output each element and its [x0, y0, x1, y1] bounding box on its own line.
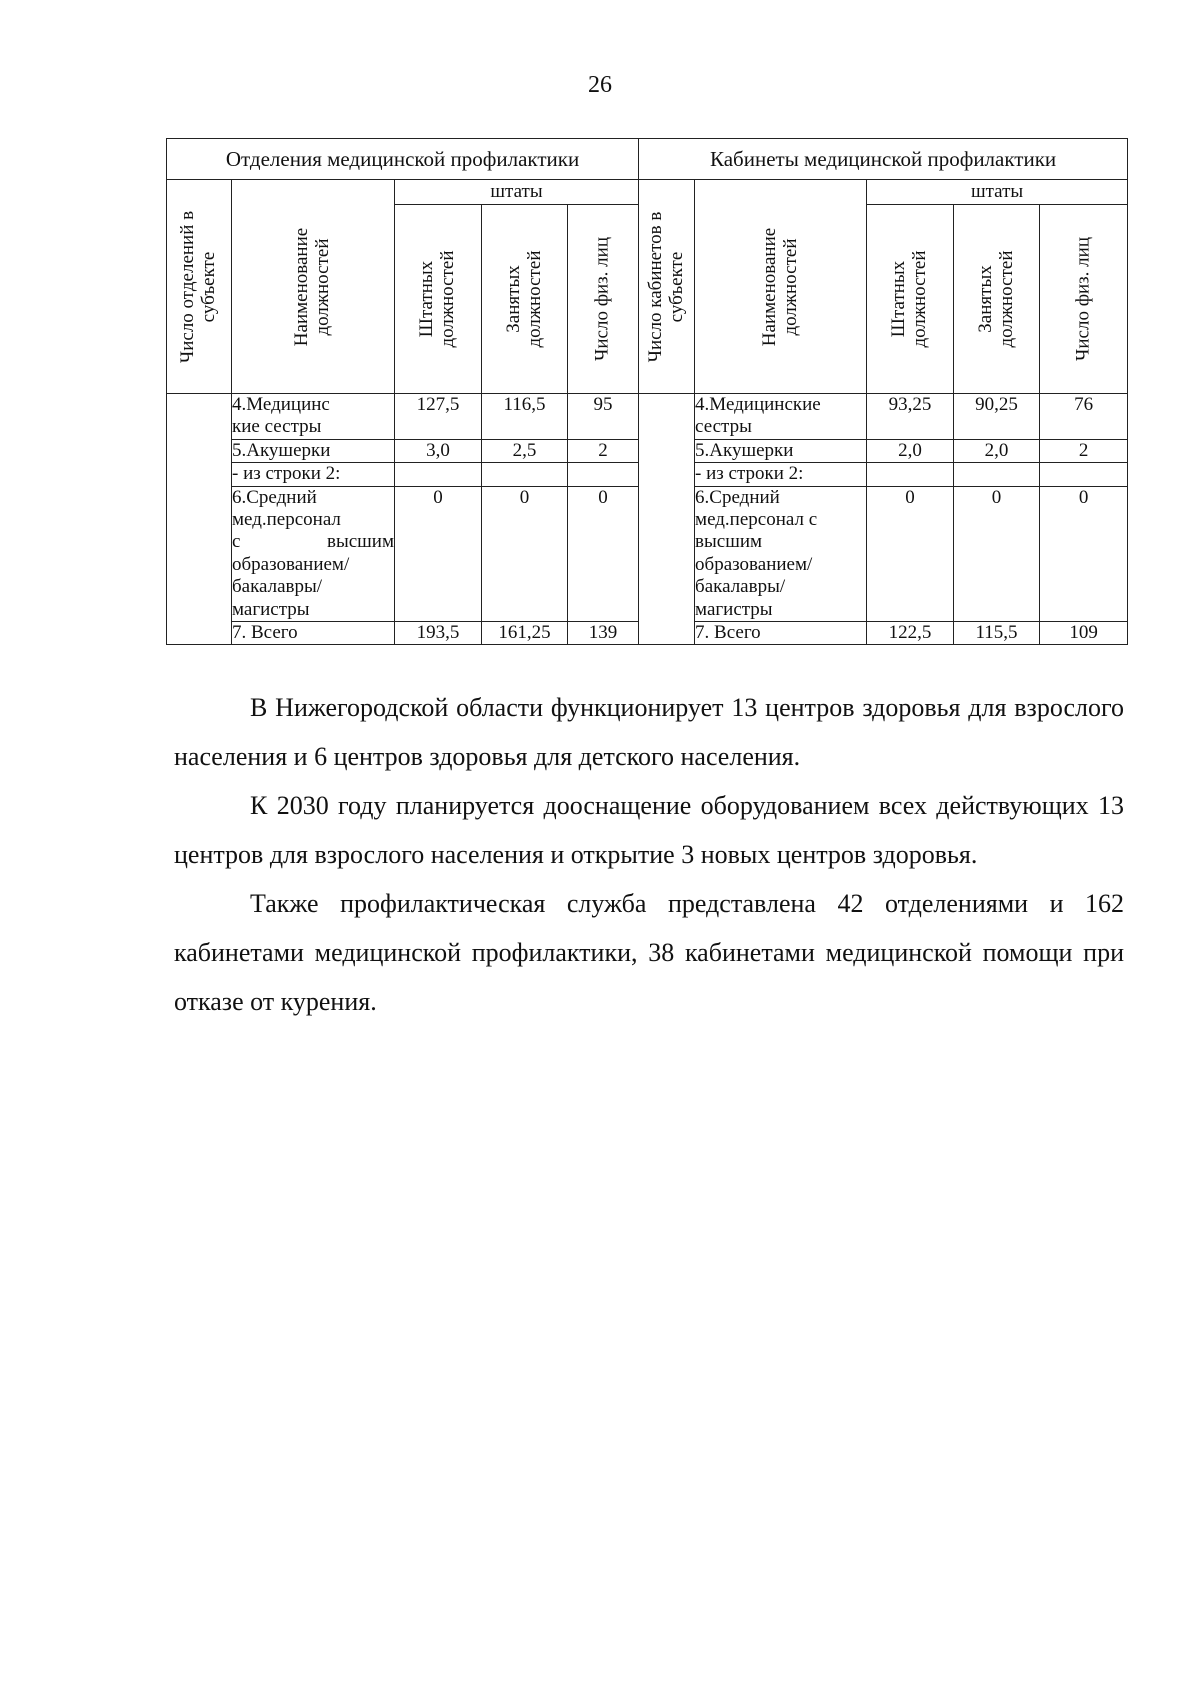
right-row-zanyat: 115,5	[954, 622, 1040, 645]
right-row-name: 5.Акушерки	[695, 439, 867, 462]
staff-table	[166, 138, 1128, 645]
table-row	[167, 394, 1128, 440]
right-row-fiz: 76	[1040, 394, 1128, 440]
left-row-name: 6.Средний мед.персонал с высшим образованием/ бакалавры/ магистры	[232, 486, 394, 620]
right-row-shtat	[867, 463, 954, 486]
paragraph: К 2030 году планируется дооснащение оборудованием всех действующих 13 центров для взрослого населения и открытие 3 новых центров здоровья.	[174, 791, 1124, 869]
right-name-header: Наименование должностей	[695, 180, 867, 394]
right-row-shtat: 2,0	[867, 439, 954, 462]
right-row-shtat: 93,25	[867, 394, 954, 440]
left-staff-header: штаты	[395, 180, 639, 205]
right-row-zanyat: 2,0	[954, 439, 1040, 462]
left-row-fiz: 95	[568, 394, 639, 440]
right-row-name: 4.Медицинские сестры	[695, 394, 867, 440]
right-group-header: Кабинеты медицинской профилактики	[639, 139, 1128, 180]
left-fiz-header: Число физ. лиц	[568, 205, 639, 394]
left-shtat-header: Штатных должностей	[395, 205, 482, 394]
left-count-cell	[167, 394, 232, 645]
left-row-shtat: 3,0	[395, 439, 482, 462]
left-row-zanyat	[482, 463, 568, 486]
left-row-zanyat: 116,5	[482, 394, 568, 440]
left-row-shtat	[395, 463, 482, 486]
right-row-name: 6.Средний мед.персонал с высшим образованием/ бакалавры/ магистры	[695, 486, 867, 621]
right-row-fiz: 109	[1040, 622, 1128, 645]
right-zanyat-header: Занятых должностей	[954, 205, 1040, 394]
left-row-zanyat: 0	[482, 486, 568, 621]
right-shtat-header: Штатных должностей	[867, 205, 954, 394]
left-row-fiz: 139	[568, 622, 639, 645]
right-row-shtat: 122,5	[867, 622, 954, 645]
left-row-fiz: 2	[568, 439, 639, 462]
right-staff-header: штаты	[867, 180, 1128, 205]
right-row-name: 7. Всего	[695, 622, 867, 645]
body-text	[174, 683, 1124, 1026]
right-count-cell	[639, 394, 695, 645]
right-row-fiz: 0	[1040, 486, 1128, 621]
paragraph: Также профилактическая служба представлена 42 отделениями и 162 кабинетами медицинской профилактики, 38 кабинетами медицинской помощи при отказе от курения.	[174, 889, 1124, 1016]
right-row-fiz	[1040, 463, 1128, 486]
left-row-name: 4.Медицинс кие сестры	[232, 394, 395, 440]
right-row-name: - из строки 2:	[695, 463, 867, 486]
right-row-zanyat: 90,25	[954, 394, 1040, 440]
right-row-fiz: 2	[1040, 439, 1128, 462]
left-count-header: Число отделений в субъекте	[167, 180, 232, 394]
right-row-zanyat: 0	[954, 486, 1040, 621]
right-row-zanyat	[954, 463, 1040, 486]
right-fiz-header: Число физ. лиц	[1040, 205, 1128, 394]
left-row-zanyat: 2,5	[482, 439, 568, 462]
left-row-fiz: 0	[568, 486, 639, 621]
page-number: 26	[588, 72, 612, 98]
left-row-shtat: 0	[395, 486, 482, 621]
right-row-shtat: 0	[867, 486, 954, 621]
left-row-name: 7. Всего	[232, 622, 395, 645]
left-row-name: 5.Акушерки	[232, 439, 395, 462]
left-row-shtat: 127,5	[395, 394, 482, 440]
left-name-header: Наименование должностей	[232, 180, 395, 394]
left-row-name: - из строки 2:	[232, 463, 395, 486]
paragraph: В Нижегородской области функционирует 13 центров здоровья для взрослого населения и 6 центров здоровья для детского населения.	[174, 693, 1124, 771]
left-group-header: Отделения медицинской профилактики	[167, 139, 639, 180]
right-count-header: Число кабинетов в субъекте	[639, 180, 695, 394]
left-row-zanyat: 161,25	[482, 622, 568, 645]
left-zanyat-header: Занятых должностей	[482, 205, 568, 394]
left-row-fiz	[568, 463, 639, 486]
left-row-shtat: 193,5	[395, 622, 482, 645]
